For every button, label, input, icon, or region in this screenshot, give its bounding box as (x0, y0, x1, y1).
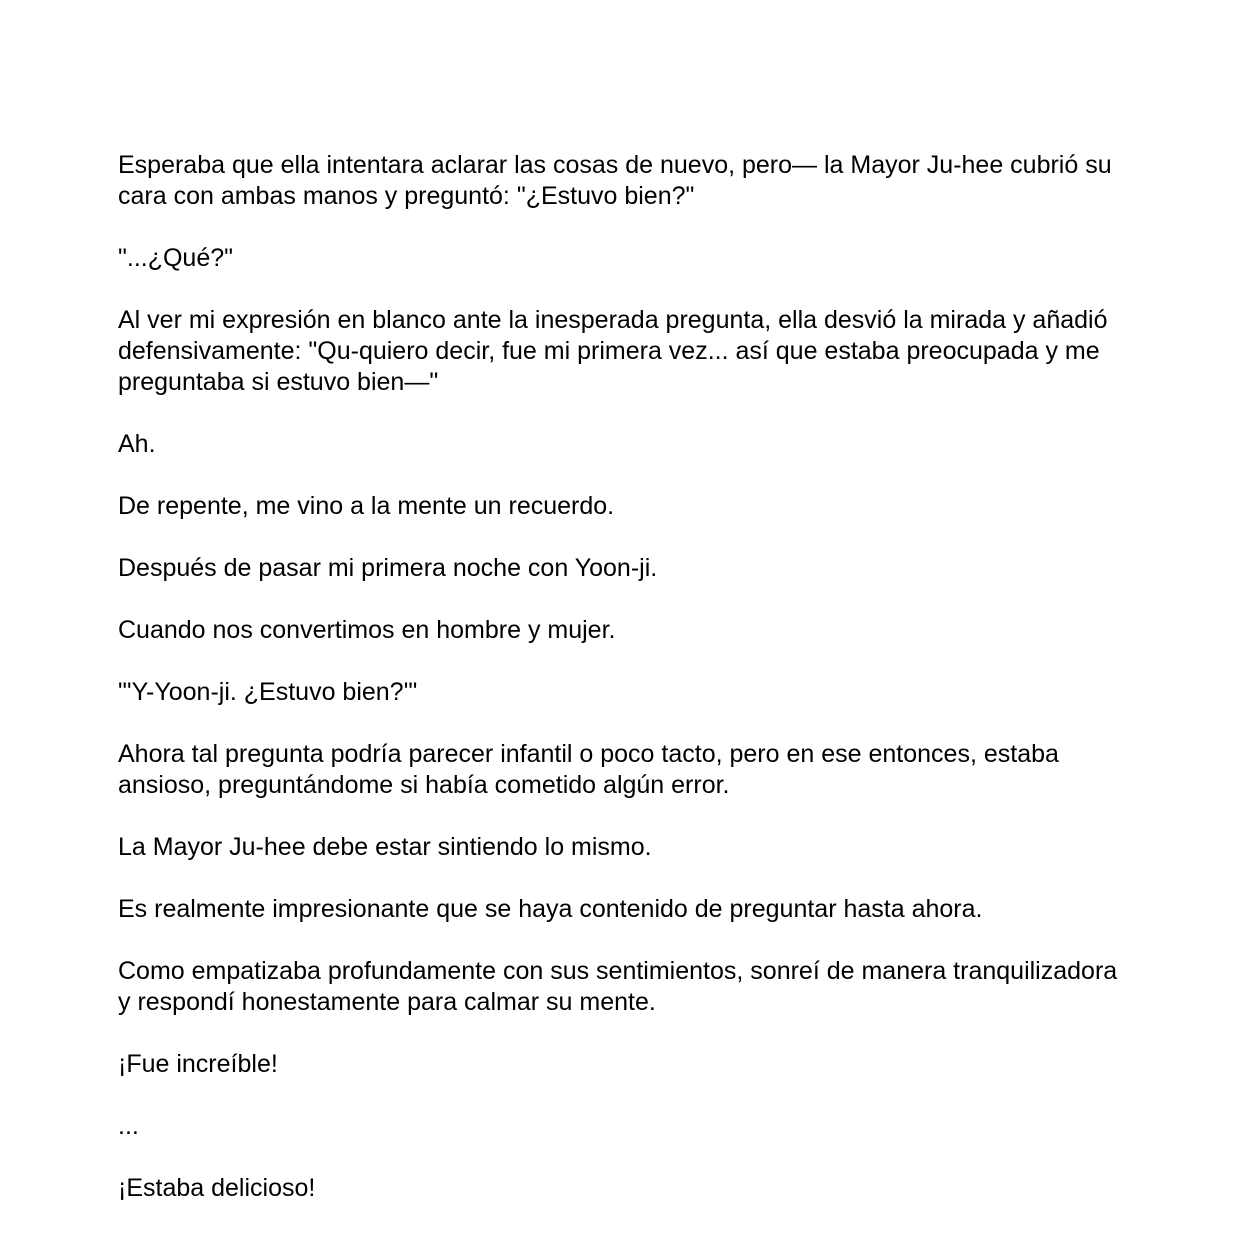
paragraph: De repente, me vino a la mente un recuerdo. (118, 492, 615, 520)
paragraph: "...¿Qué?" (118, 244, 234, 272)
paragraph: ¡Fue increíble! (118, 1050, 278, 1078)
paragraph: Después de pasar mi primera noche con Yoon-ji. (118, 554, 658, 582)
paragraph: Esperaba que ella intentara aclarar las cosas de nuevo, pero— la Mayor Ju-hee cubrió su cara con ambas manos y preguntó: "¿Estuvo bien?" (118, 151, 1112, 210)
paragraph: La Mayor Ju-hee debe estar sintiendo lo mismo. (118, 833, 652, 861)
document-body (118, 150, 1128, 1235)
paragraph: Como empatizaba profundamente con sus sentimientos, sonreí de manera tranquilizadora y respondí honestamente para calmar su mente. (118, 957, 1118, 1016)
paragraph: Cuando nos convertimos en hombre y mujer. (118, 616, 616, 644)
paragraph: Es realmente impresionante que se haya contenido de preguntar hasta ahora. (118, 895, 983, 923)
paragraph: "'Y-Yoon-ji. ¿Estuvo bien?'" (118, 678, 418, 706)
paragraph: ... (118, 1112, 139, 1140)
paragraph: Ahora tal pregunta podría parecer infantil o poco tacto, pero en ese entonces, estaba ansioso, preguntándome si había cometido algún error. (118, 740, 1059, 799)
paragraph: Al ver mi expresión en blanco ante la inesperada pregunta, ella desvió la mirada y añadió defensivamente: "Qu-quiero decir, fue mi primera vez... así que estaba preocupada y me preguntaba si estuvo bien—" (118, 306, 1108, 396)
paragraph: Ah. (118, 430, 156, 458)
paragraph: ¡Estaba delicioso! (118, 1174, 316, 1202)
